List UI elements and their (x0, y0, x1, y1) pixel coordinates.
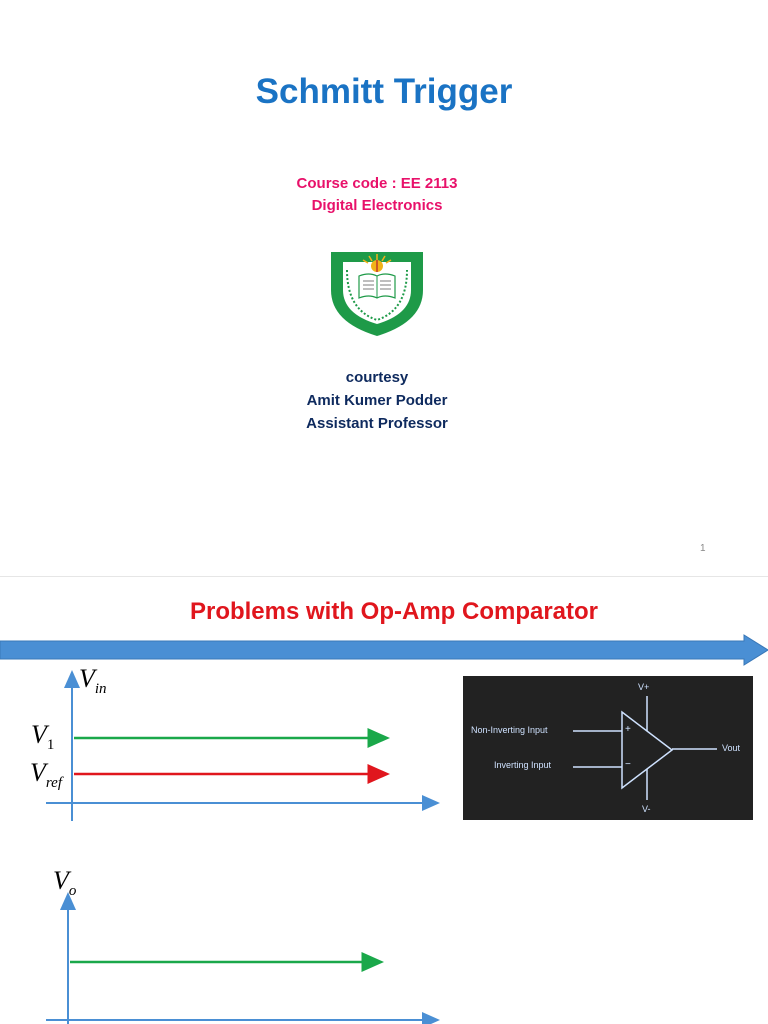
v1-label: $V_1$ (31, 720, 55, 754)
credits (0, 366, 754, 435)
slide-title: Schmitt Trigger (255, 72, 513, 111)
noninverting-input-label: Non-Inverting Input (471, 725, 548, 735)
opamp-symbol-icon (463, 676, 753, 820)
vo-axis-label: $V_o$ (53, 866, 77, 900)
course-code: Course code : EE 2113 (296, 175, 458, 192)
minus-sign: − (625, 759, 631, 770)
vin-axis-label: $V_{in}$ (79, 664, 107, 698)
course-name: Digital Electronics (311, 197, 443, 214)
arrow-banner-icon (0, 634, 768, 666)
credit-position: Assistant Professor (306, 415, 448, 432)
slide2-title: Problems with Op-Amp Comparator (189, 598, 599, 625)
opamp-diagram (463, 676, 753, 820)
slide-divider (0, 576, 768, 577)
comparator-waveform-graph (0, 668, 460, 1024)
credit-courtesy: courtesy (345, 369, 409, 386)
course-info (0, 173, 754, 217)
inverting-input-label: Inverting Input (494, 760, 552, 770)
vminus-label: V- (642, 804, 651, 814)
page-number: 1 (700, 543, 706, 554)
credit-author: Amit Kumer Podder (306, 392, 448, 409)
vplus-label: V+ (638, 682, 650, 692)
vout-label: Vout (722, 743, 741, 753)
vref-label: $V_{ref}$ (30, 758, 62, 792)
plus-sign: + (625, 724, 631, 735)
university-shield-logo-icon (329, 250, 425, 338)
